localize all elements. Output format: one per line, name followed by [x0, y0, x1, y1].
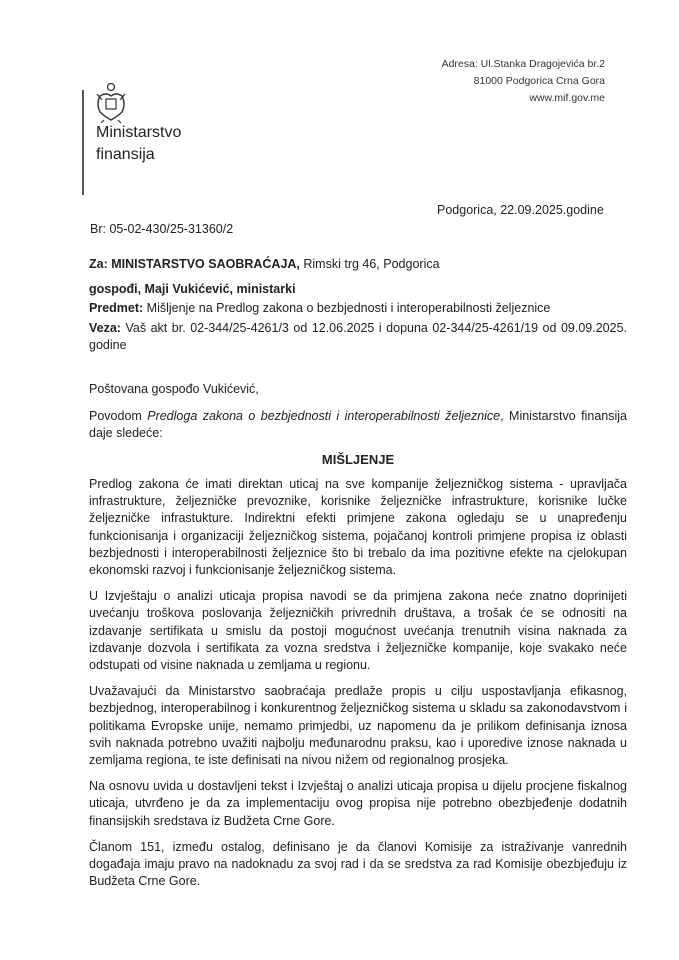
subject-line	[89, 300, 627, 317]
attention-line: gospođi, Maji Vukićević, ministarki	[89, 282, 296, 296]
ministry-name	[96, 122, 181, 166]
coat-of-arms-icon	[94, 82, 128, 124]
opinion-body	[89, 476, 627, 899]
address-street: Adresa: Ul.Stanka Dragojevića br.2	[441, 58, 605, 70]
recipient-line	[89, 256, 627, 273]
subject-text: Mišljenje na Predlog zakona o bezbjednosti i interoperabilnosti željeznice	[143, 301, 551, 315]
letterhead-address	[400, 56, 605, 107]
paragraph: Predlog zakona će imati direktan uticaj na sve kompanije željezničkog sistema - upravljača infrastrukture, željezničke prevoznike, korisnike željezničke infrastrukture, korisnike lučke željezničke infrastukture. Indirektni efekti primjene zakona ogledaju se u unapređenju funkcionisanja i organizaciji željezničkog sistema, pojačanoj kontroli primjene propisa iz oblasti bezbjednosti i interoperabilnosti željeznice što bi trebalo da ima pozitivne efekte na cjelokupan ekonomski razvoj i funkcionisanje željezničkog sistema.	[89, 477, 627, 578]
reference-line	[89, 320, 627, 354]
ref-text: Vaš akt br. 02-344/25-4261/3 od 12.06.2025 i dopuna 02-344/25-4261/19 od 09.09.2025. godine	[89, 321, 627, 352]
intro-before: Povodom	[89, 409, 148, 423]
opinion-heading: MIŠLJENJE	[321, 452, 395, 467]
intro-italic: Predloga zakona o bezbjednosti i interoperabilnosti željeznice	[147, 409, 501, 423]
letterhead-divider	[82, 90, 84, 195]
reference-number: Br: 05-02-430/25-31360/2	[90, 222, 234, 236]
paragraph: Uvažavajući da Ministarstvo saobraćaja predlaže propis u cilju uspostavljanja efikasnog, bezbjednog, interoperabilnog i konkurentnog željezničkog sistema u skladu sa zakonodavstvom i politikama Evropske unije, nemamo primjedbi, uz napomenu da je prilikom definisanja iznosa svih naknada potrebno uvažiti najbolju međunarodnu praksu, kao i uporedive iznose naknada u zemljama regiona, te iste definisati na nivou nižem od regionalnog prosjeka.	[89, 684, 627, 768]
to-name: MINISTARSTVO SAOBRAĆAJA,	[111, 257, 300, 271]
website: www.mif.gov.me	[529, 92, 605, 104]
paragraph: Članom 151, između ostalog, definisano je da članovi Komisije za istraživanje vanrednih događaja imaju pravo na nadoknadu za svoj rad i da se sredstva za rad Komisije obezbjeđuju iz Budžeta Crne Gore.	[89, 839, 627, 889]
ministry-line2: finansija	[96, 146, 155, 163]
place-date: Podgorica, 22.09.2025.godine	[437, 203, 604, 217]
ministry-line1: Ministarstvo	[96, 124, 182, 141]
salutation: Poštovana gospođo Vukićević,	[89, 382, 259, 396]
ref-label: Veza:	[89, 321, 121, 335]
intro-after: , Ministarstvo finansija daje sledeće:	[89, 409, 628, 441]
address-city: 81000 Podgorica Crna Gora	[473, 75, 605, 87]
to-address: Rimski trg 46, Podgorica	[299, 257, 440, 271]
subject-label: Predmet:	[89, 301, 144, 315]
intro-paragraph	[89, 408, 627, 442]
paragraph: Na osnovu uvida u dostavljeni tekst i Izvještaj o analizi uticaja propisa u dijelu procjene fiskalnog uticaja, utvrđeno je da za implementaciju ovog propisa nije potrebno obezbjeđenje dodatnih finansijskih sredstava iz Budžeta Crne Gore.	[89, 779, 627, 828]
paragraph: U Izvještaju o analizi uticaja propisa navodi se da primjena zakona neće znatno doprinijeti uvećanju troškova poslovanja željezničkih privrednih društava, a trošak će se odnositi na izdavanje sertifikata u smislu da postoji mogućnost uvećanja trenutnih visina naknada za izdavanje dozvola i sertifikata za vozna sredstva i željezničke kompanije, koje svakako neće odstupati od visine naknada u zemljama u regionu.	[89, 589, 627, 673]
to-label: Za:	[89, 257, 108, 271]
